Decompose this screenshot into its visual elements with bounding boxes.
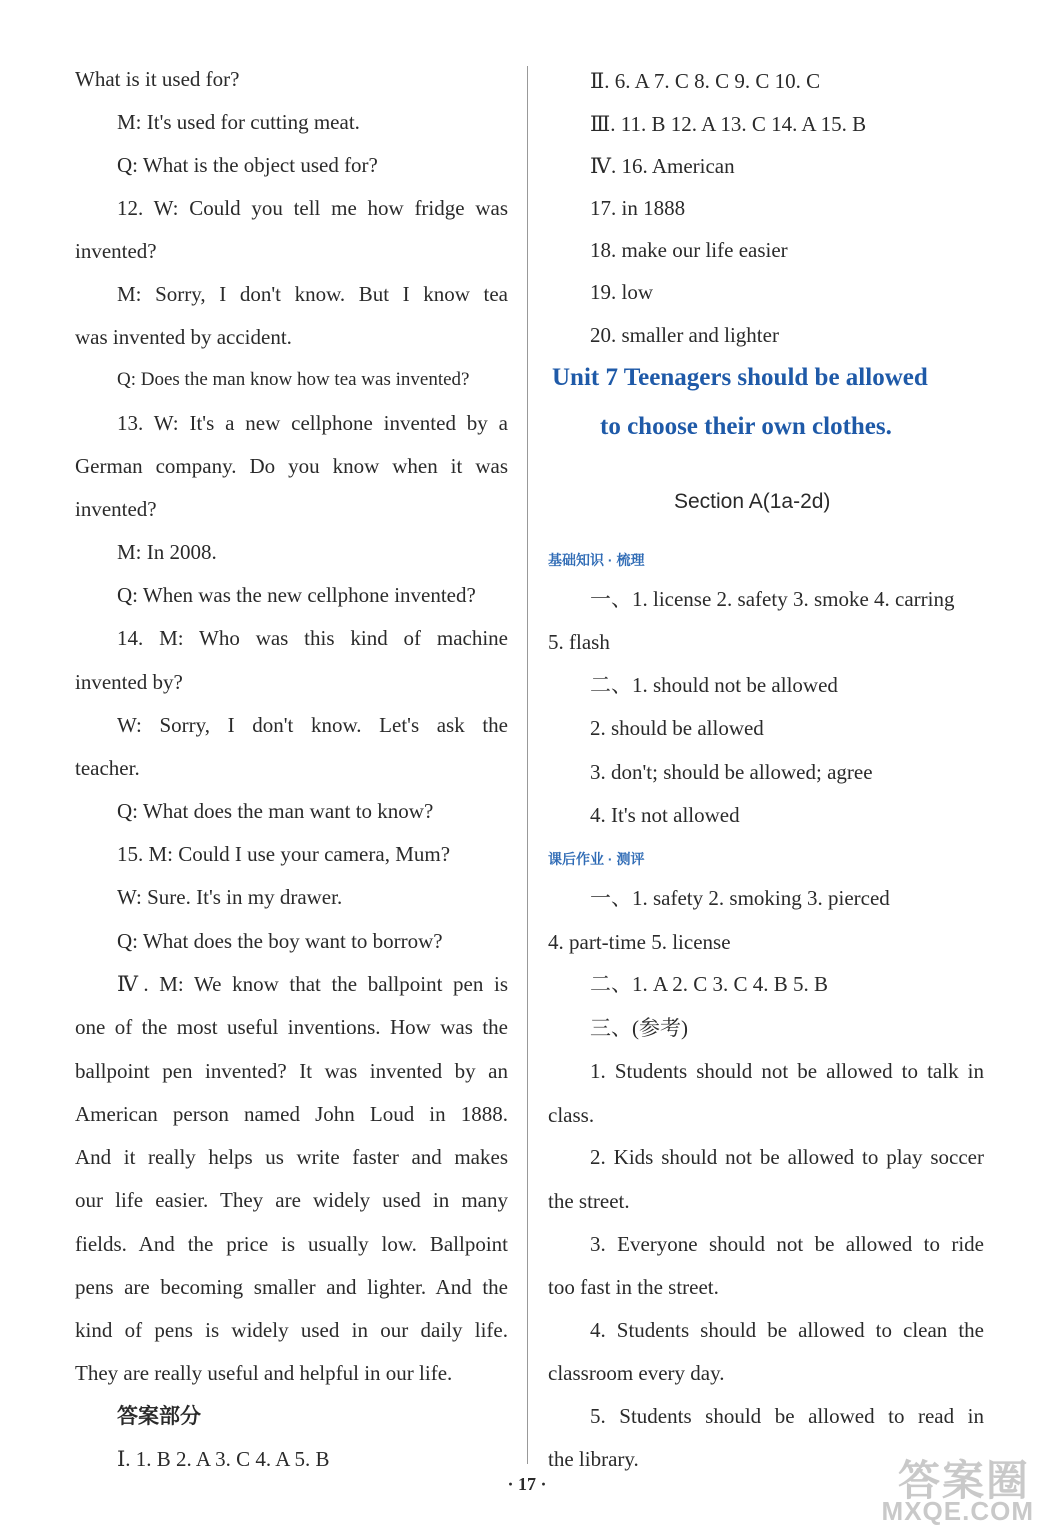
left-text-line: was invented by accident. bbox=[75, 325, 292, 349]
right-text-line: Ⅲ. 11. B 12. A 13. C 14. A 15. B bbox=[590, 112, 867, 136]
watermark-url: MXQE.COM bbox=[881, 1496, 1034, 1526]
right-text-line: the street. bbox=[548, 1189, 630, 1213]
left-text-line: Ⅰ. 1. B 2. A 3. C 4. A 5. B bbox=[117, 1447, 330, 1471]
left-text-line: Q: Does the man know how tea was invented? bbox=[117, 369, 470, 390]
right-text-line: 20. smaller and lighter bbox=[590, 323, 779, 347]
right-text-line: 5. Students should be allowed to read in bbox=[590, 1404, 984, 1428]
left-text-line: Q: What is the object used for? bbox=[117, 153, 378, 177]
right-text-line: 3. don't; should be allowed; agree bbox=[590, 760, 873, 784]
unit-title-line-1: Unit 7 Teenagers should be allowed bbox=[552, 364, 928, 391]
left-text-line: What is it used for? bbox=[75, 67, 240, 91]
page-number: · 17 · bbox=[507, 1474, 547, 1494]
right-text-line: 4. It's not allowed bbox=[590, 803, 740, 827]
left-text-line: M: In 2008. bbox=[117, 540, 217, 564]
left-text-line: teacher. bbox=[75, 756, 140, 780]
left-text-line: M: Sorry, I don't know. But I know tea bbox=[117, 282, 508, 306]
left-text-line: 15. M: Could I use your camera, Mum? bbox=[117, 842, 451, 866]
right-text-line: 三、(参考) bbox=[590, 1016, 688, 1040]
right-text-line: class. bbox=[548, 1103, 595, 1127]
section-title: Section A(1a-2d) bbox=[674, 490, 831, 513]
left-text-line: ballpoint pen invented? It was invented by an bbox=[75, 1059, 508, 1083]
right-text-line: Ⅳ. 16. American bbox=[590, 154, 735, 178]
right-text-line: 4. part-time 5. license bbox=[548, 930, 731, 954]
right-text-line: 4. Students should be allowed to clean the bbox=[590, 1318, 984, 1342]
left-text-line: 答案部分 bbox=[117, 1404, 201, 1428]
watermark-text: 答案圈 bbox=[897, 1457, 1030, 1504]
right-text-line: the library. bbox=[548, 1447, 639, 1471]
right-text-line: 二、1. A 2. C 3. C 4. B 5. B bbox=[590, 972, 829, 996]
right-text-line: 1. Students should not be allowed to talk in bbox=[590, 1059, 984, 1083]
left-text-line: American person named John Loud in 1888. bbox=[75, 1102, 508, 1126]
right-text-line: 17. in 1888 bbox=[590, 196, 686, 220]
right-text-line: 2. should be allowed bbox=[590, 716, 764, 740]
left-text-line: 12. W: Could you tell me how fridge was bbox=[117, 196, 508, 220]
right-text-line: Ⅱ. 6. A 7. C 8. C 9. C 10. C bbox=[590, 69, 821, 93]
unit-title-line-2: to choose their own clothes. bbox=[600, 413, 892, 440]
section-tag-homework: 课后作业 · 测评 bbox=[548, 851, 645, 867]
column-divider bbox=[527, 66, 528, 1464]
right-text-line: classroom every day. bbox=[548, 1361, 725, 1385]
left-text-line: Q: What does the boy want to borrow? bbox=[117, 929, 443, 953]
left-text-line: German company. Do you know when it was bbox=[75, 454, 508, 478]
left-text-line: W: Sure. It's in my drawer. bbox=[117, 885, 343, 909]
right-text-line: 一、1. license 2. safety 3. smoke 4. carring bbox=[590, 587, 955, 611]
left-text-line: 14. M: Who was this kind of machine bbox=[117, 626, 508, 650]
left-text-line: our life easier. They are widely used in many bbox=[75, 1188, 508, 1212]
right-text-line: 一、1. safety 2. smoking 3. pierced bbox=[590, 886, 890, 910]
right-text-line: 18. make our life easier bbox=[590, 238, 788, 262]
left-text-line: 13. W: It's a new cellphone invented by a bbox=[117, 411, 508, 435]
left-text-line: M: It's used for cutting meat. bbox=[117, 110, 360, 134]
left-text-line: one of the most useful inventions. How was the bbox=[75, 1015, 508, 1039]
left-text-line: fields. And the price is usually low. Ballpoint bbox=[75, 1232, 508, 1256]
watermark-logo bbox=[860, 1448, 1040, 1530]
right-text-line: too fast in the street. bbox=[548, 1275, 719, 1299]
left-text-line: And it really helps us write faster and makes bbox=[75, 1145, 508, 1169]
left-text-line: Q: When was the new cellphone invented? bbox=[117, 583, 476, 607]
right-text-line: 3. Everyone should not be allowed to ride bbox=[590, 1232, 984, 1256]
section-tag-basic-knowledge: 基础知识 · 梳理 bbox=[548, 552, 645, 568]
left-text-line: W: Sorry, I don't know. Let's ask the bbox=[117, 713, 508, 737]
left-text-line: They are really useful and helpful in our life. bbox=[75, 1361, 453, 1385]
left-text-line: kind of pens is widely used in our daily life. bbox=[75, 1318, 508, 1342]
left-text-line: Q: What does the man want to know? bbox=[117, 799, 434, 823]
right-text-line: 2. Kids should not be allowed to play soccer bbox=[590, 1145, 984, 1169]
right-text-line: 5. flash bbox=[548, 630, 610, 654]
left-text-line: invented? bbox=[75, 239, 157, 263]
left-text-line: Ⅳ. M: We know that the ballpoint pen is bbox=[117, 972, 508, 996]
right-text-line: 二、1. should not be allowed bbox=[590, 673, 838, 697]
right-text-line: 19. low bbox=[590, 280, 653, 304]
left-text-line: invented? bbox=[75, 497, 157, 521]
left-text-line: pens are becoming smaller and lighter. And the bbox=[75, 1275, 508, 1299]
left-text-line: invented by? bbox=[75, 670, 183, 694]
